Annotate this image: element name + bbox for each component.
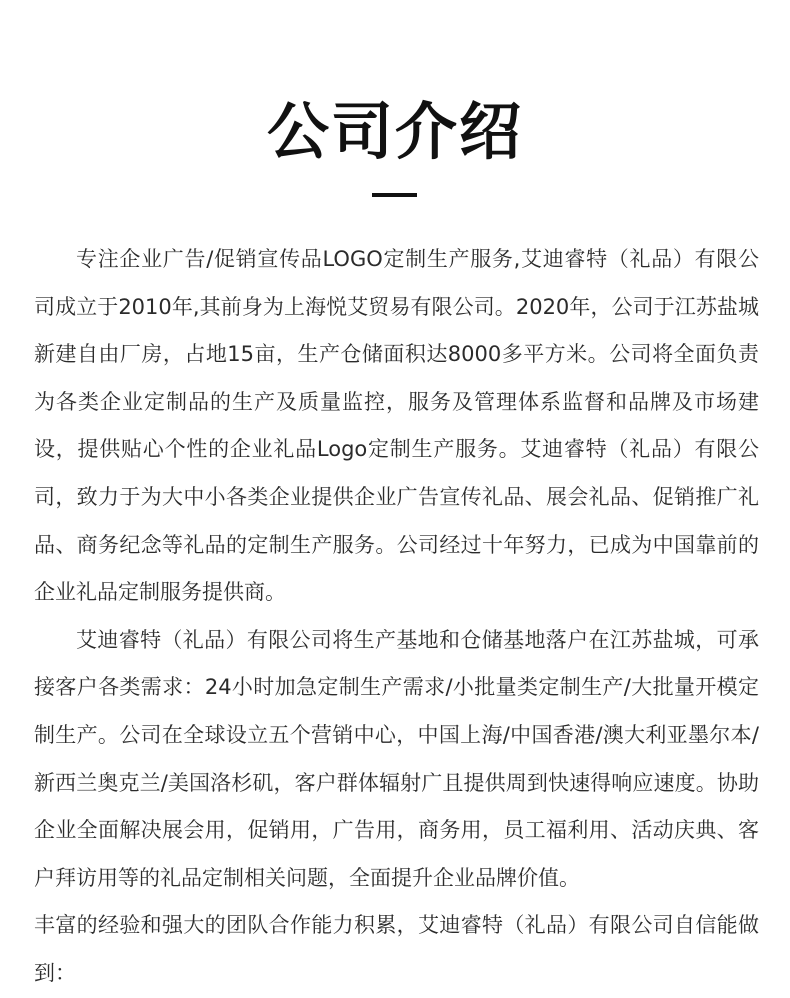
capability-paragraph: 丰富的经验和强大的团队合作能力积累，艾迪睿特（礼品）有限公司自信能做到： bbox=[34, 913, 759, 985]
article-body bbox=[34, 236, 759, 998]
title-divider bbox=[372, 193, 417, 197]
intro-paragraph: 专注企业广告/促销宣传品LOGO定制生产服务,艾迪睿特（礼品）有限公司成立于2010年,其前身为上海悦艾贸易有限公司。2020年，公司于江苏盐城新建自由厂房，占地15亩，生产仓储面积达8000多平方米。公司将全面负责为各类企业定制品的生产及质量监控，服务及管理体系监督和品牌及市场建设，提供贴心个性的企业礼品Logo定制生产服务。艾迪睿特（礼品）有限公司，致力于为大中小各类企业提供企业广告宣传礼品、展会礼品、促销推广礼品、商务纪念等礼品的定制生产服务。公司经过十年努力，已成为中国靠前的企业礼品定制服务提供商。 bbox=[34, 247, 759, 605]
page-title: 公司介绍 bbox=[266, 95, 523, 168]
production-paragraph: 艾迪睿特（礼品）有限公司将生产基地和仓储基地落户在江苏盐城，可承接客户各类需求：24小时加急定制生产需求/小批量类定制生产/大批量开模定制生产。公司在全球设立五个营销中心，中国上海/中国香港/澳大利亚墨尔本/新西兰奥克兰/美国洛杉矶，客户群体辐射广且提供周到快速得响应速度。协助企业全面解决展会用，促销用，广告用，商务用，员工福利用、活动庆典、客户拜访用等的礼品定制相关问题，全面提升企业品牌价值。 bbox=[34, 627, 759, 890]
